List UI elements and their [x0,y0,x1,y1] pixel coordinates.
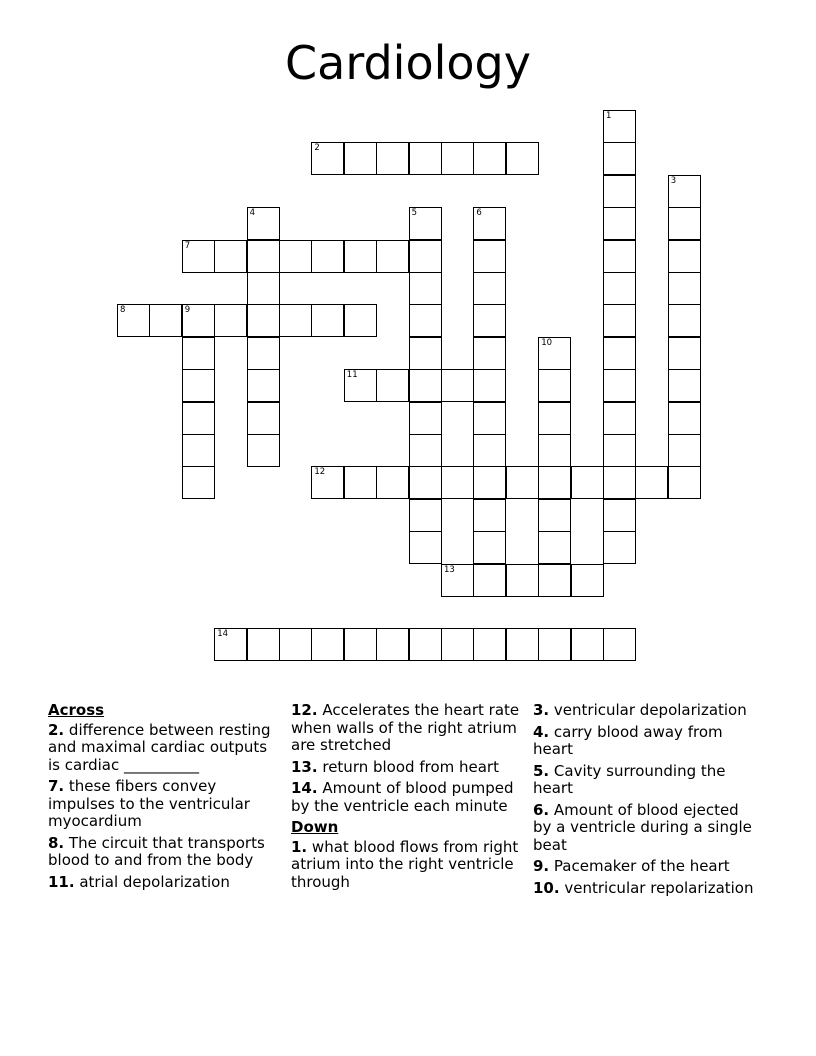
down-heading: Down [291,818,339,836]
grid-cell[interactable] [409,466,442,499]
clue-down-10: 10. ventricular repolarization [533,878,754,897]
grid-cell[interactable] [538,499,571,532]
grid-cell[interactable] [247,272,280,305]
grid-cell[interactable] [279,240,312,273]
puzzle-title: Cardiology [285,36,531,90]
grid-cell[interactable] [538,402,571,435]
grid-cell[interactable] [311,466,344,499]
grid-cell[interactable] [571,628,604,661]
grid-cell[interactable] [603,304,636,337]
clue-down-1: 1. what blood flows from right atrium into the right ventricle through [291,837,519,891]
grid-cell[interactable] [409,142,442,175]
grid-cell[interactable] [247,207,280,240]
grid-cell[interactable] [603,434,636,467]
grid-cell[interactable] [279,628,312,661]
grid-cell[interactable] [441,628,474,661]
grid-cell[interactable] [311,142,344,175]
clue-number: 11 [346,370,358,381]
grid-cell[interactable] [247,402,280,435]
grid-cell[interactable] [409,628,442,661]
grid-cell[interactable] [214,304,247,337]
across-heading: Across [48,701,105,719]
grid-cell[interactable] [409,531,442,564]
grid-cell[interactable] [247,337,280,370]
grid-cell[interactable] [603,272,636,305]
grid-cell[interactable] [668,337,701,370]
grid-cell[interactable] [182,337,215,370]
grid-cell[interactable] [571,466,604,499]
clue-across-7: 7. these fibers convey impulses to the ventricular myocardium [48,777,250,830]
grid-cell[interactable] [344,628,377,661]
grid-cell[interactable] [344,142,377,175]
grid-cell[interactable] [668,175,701,208]
grid-cell[interactable] [603,628,636,661]
clue-number: 6 [476,208,482,219]
grid-cell[interactable] [668,369,701,402]
grid-cell[interactable] [376,240,409,273]
grid-cell[interactable] [538,337,571,370]
grid-cell[interactable] [506,564,539,597]
grid-cell[interactable] [247,628,280,661]
grid-cell[interactable] [247,434,280,467]
clue-number: 5 [411,208,418,219]
clue-number: 3 [670,175,677,186]
grid-cell[interactable] [311,628,344,661]
grid-cell[interactable] [182,466,215,499]
grid-cell[interactable] [247,369,280,402]
grid-cell[interactable] [603,207,636,240]
grid-cell[interactable] [214,240,247,273]
grid-cell[interactable] [473,240,506,273]
grid-cell[interactable] [473,337,506,370]
grid-cell[interactable] [441,466,474,499]
grid-cell[interactable] [376,142,409,175]
clue-down-4: 4. carry blood away from heart [533,722,723,758]
grid-cell[interactable] [473,564,506,597]
grid-cell[interactable] [538,369,571,402]
grid-cell[interactable] [441,142,474,175]
grid-cell[interactable] [279,304,312,337]
grid-cell[interactable] [344,304,377,337]
grid-cell[interactable] [117,304,150,337]
grid-cell[interactable] [473,207,506,240]
grid-cell[interactable] [603,142,636,175]
grid-cell[interactable] [473,628,506,661]
grid-cell[interactable] [311,304,344,337]
grid-cell[interactable] [409,337,442,370]
clue-number: 4 [249,208,256,219]
grid-cell[interactable] [538,564,571,597]
clue-number: 9 [184,305,191,316]
grid-cell[interactable] [668,434,701,467]
grid-cell[interactable] [603,369,636,402]
grid-cell[interactable] [473,499,506,532]
grid-cell[interactable] [603,531,636,564]
clue-across-8: 8. The circuit that transports blood to and from the body [48,833,265,869]
clue-down-3: 3. ventricular depolarization [533,701,747,719]
clue-across-14: 14. Amount of blood pumped by the ventricle each minute [291,779,514,815]
clue-across-11: 11. atrial depolarization [48,872,230,891]
grid-cell[interactable] [344,466,377,499]
grid-cell[interactable] [149,304,182,337]
clue-number: 7 [184,240,191,251]
clue-number: 2 [314,143,320,154]
grid-cell[interactable] [668,304,701,337]
grid-cell[interactable] [473,142,506,175]
grid-cell[interactable] [409,434,442,467]
grid-cell[interactable] [311,240,344,273]
clue-number: 12 [314,467,326,478]
grid-cell[interactable] [635,466,668,499]
grid-cell[interactable] [473,304,506,337]
grid-cell[interactable] [182,434,215,467]
clue-across-2: 2. difference between resting and maximal cardiac outputs is cardiac __________ [48,720,271,774]
grid-cell[interactable] [473,402,506,435]
grid-cell[interactable] [603,466,636,499]
grid-cell[interactable] [603,175,636,208]
grid-cell[interactable] [473,466,506,499]
grid-cell[interactable] [441,369,474,402]
grid-cell[interactable] [344,369,377,402]
grid-cell[interactable] [409,369,442,402]
grid-cell[interactable] [409,304,442,337]
grid-cell[interactable] [473,272,506,305]
grid-cell[interactable] [247,304,280,337]
grid-cell[interactable] [376,628,409,661]
grid-cell[interactable] [538,531,571,564]
grid-cell[interactable] [603,337,636,370]
grid-cell[interactable] [538,434,571,467]
grid-cell[interactable] [473,531,506,564]
grid-cell[interactable] [506,466,539,499]
clue-number: 14 [217,629,229,640]
clue-list [48,702,768,962]
grid-cell[interactable] [506,628,539,661]
grid-cell[interactable] [603,402,636,435]
grid-cell[interactable] [409,499,442,532]
grid-cell[interactable] [409,402,442,435]
grid-cell[interactable] [473,434,506,467]
grid-cell[interactable] [376,369,409,402]
grid-cell[interactable] [538,628,571,661]
grid-cell[interactable] [668,402,701,435]
clue-across-13: 13. return blood from heart [291,757,499,776]
clue-number: 13 [444,564,455,575]
grid-cell[interactable] [247,240,280,273]
grid-cell[interactable] [668,466,701,499]
clue-down-9: 9. Pacemaker of the heart [533,857,730,875]
clue-number: 1 [606,111,612,121]
clue-column-1 [48,702,283,895]
grid-cell[interactable] [409,272,442,305]
grid-cell[interactable] [409,240,442,273]
grid-cell[interactable] [571,564,604,597]
grid-cell[interactable] [538,466,571,499]
grid-cell[interactable] [603,110,636,143]
grid-cell[interactable] [182,240,215,273]
clue-number: 8 [120,305,126,316]
grid-cell[interactable] [668,272,701,305]
clue-column-2 [291,702,526,895]
grid-cell[interactable] [409,207,442,240]
grid-cell[interactable] [182,369,215,402]
clue-across-12: 12. Accelerates the heart rate when walls of the right atrium are stretched [291,701,520,754]
grid-cell[interactable] [344,240,377,273]
grid-cell[interactable] [668,240,701,273]
grid-cell[interactable] [214,628,247,661]
grid-cell[interactable] [603,499,636,532]
clue-column-3 [533,702,761,901]
clue-down-5: 5. Cavity surrounding the heart [533,761,726,797]
grid-cell[interactable] [182,304,215,337]
grid-cell[interactable] [473,369,506,402]
grid-cell[interactable] [668,207,701,240]
grid-cell[interactable] [506,142,539,175]
grid-cell[interactable] [603,240,636,273]
clue-number: 10 [541,337,553,348]
grid-cell[interactable] [376,466,409,499]
grid-cell[interactable] [182,402,215,435]
clue-down-6: 6. Amount of blood ejected by a ventricle during a single beat [533,800,752,854]
grid-cell[interactable] [441,564,474,597]
